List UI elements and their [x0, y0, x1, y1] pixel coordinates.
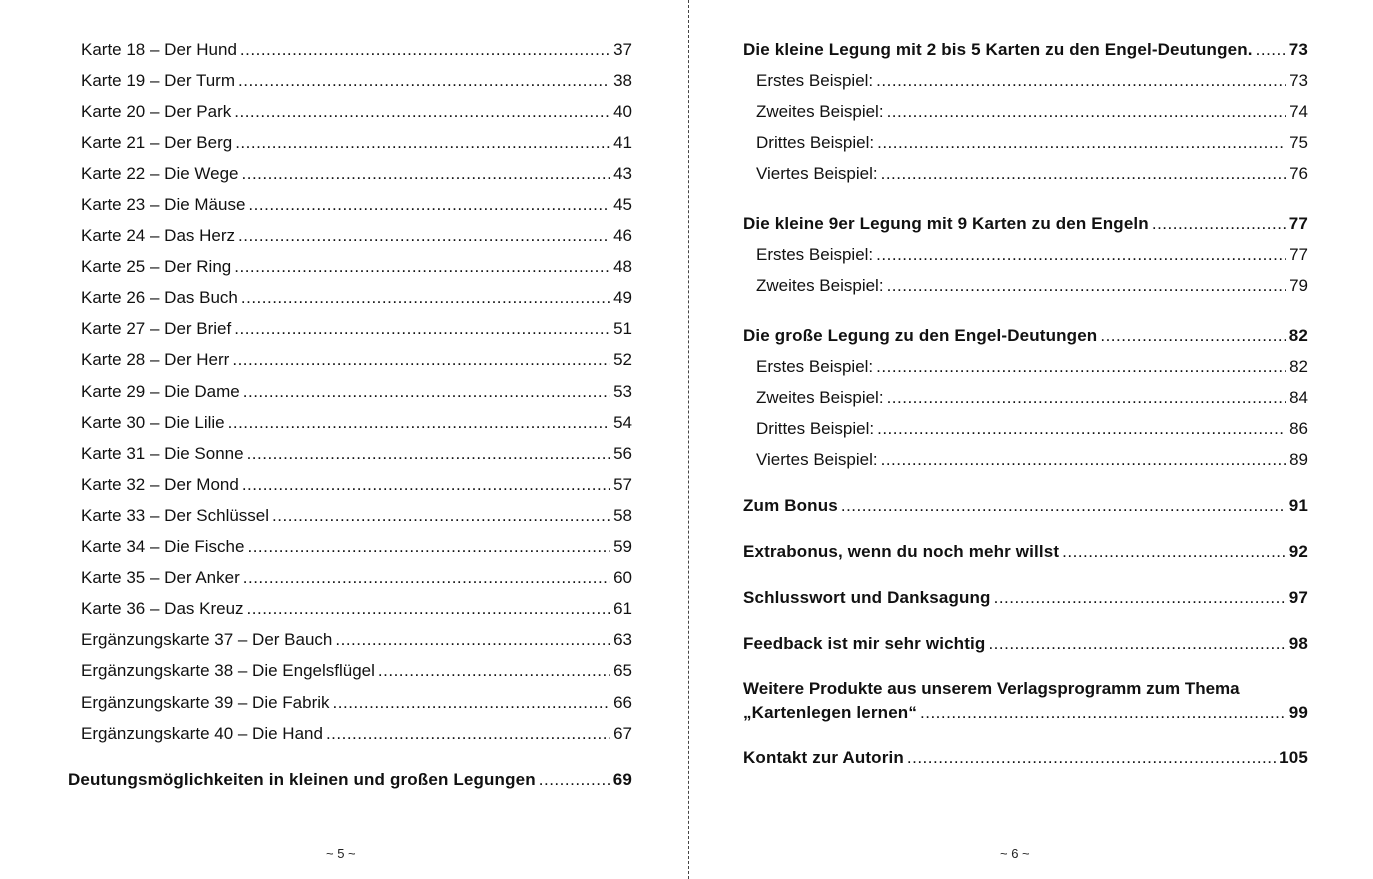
- toc-entry-page: 60: [613, 568, 632, 588]
- toc-right: [743, 34, 1308, 769]
- toc-leader-dots: [378, 660, 610, 682]
- toc-entry[interactable]: [68, 718, 632, 749]
- toc-entry-title: Karte 28 – Der Herr: [81, 350, 230, 370]
- toc-subentry[interactable]: [743, 352, 1308, 383]
- toc-entry-title: Karte 26 – Das Buch: [81, 288, 238, 308]
- toc-leader-dots: [881, 163, 1286, 185]
- toc-entry[interactable]: [68, 65, 632, 96]
- toc-entry-page: 97: [1288, 587, 1308, 607]
- page-number: ~ 6 ~: [1000, 846, 1030, 861]
- toc-entry-title: Karte 35 – Der Anker: [81, 568, 240, 588]
- toc-section[interactable]: [743, 34, 1308, 65]
- toc-leader-dots: [234, 318, 610, 340]
- toc-entry-title: Ergänzungskarte 39 – Die Fabrik: [81, 692, 330, 712]
- toc-left: [68, 34, 632, 791]
- toc-entry[interactable]: [68, 407, 632, 438]
- toc-entry-page: 61: [613, 599, 632, 619]
- toc-entry-title: Karte 31 – Die Sonne: [81, 443, 244, 463]
- toc-entry-title: Zum Bonus: [743, 495, 838, 515]
- toc-entry-page: 45: [613, 195, 632, 215]
- toc-entry[interactable]: [68, 625, 632, 656]
- toc-entry-page: 37: [613, 39, 632, 59]
- toc-section-kontakt[interactable]: [743, 747, 1308, 769]
- toc-leader-dots: [887, 101, 1287, 123]
- toc-entry-title: Drittes Beispiel:: [756, 132, 875, 152]
- toc-leader-dots: [841, 495, 1286, 517]
- toc-entry[interactable]: [68, 283, 632, 314]
- toc-leader-dots: [877, 132, 1286, 154]
- toc-entry-title: Karte 34 – Die Fische: [81, 537, 245, 557]
- toc-leader-dots: [887, 387, 1287, 409]
- toc-entry-page: 74: [1289, 101, 1308, 121]
- toc-entry[interactable]: [68, 500, 632, 531]
- toc-entry-page: 77: [1289, 244, 1308, 264]
- toc-leader-dots: [876, 356, 1286, 378]
- toc-entry-page: 38: [613, 70, 632, 90]
- toc-entry-title-line1: Weitere Produkte aus unserem Verlagsprogramm zum Thema: [743, 678, 1240, 698]
- toc-leader-dots: [242, 474, 610, 496]
- toc-entry-page: 75: [1289, 132, 1308, 152]
- toc-section-group: [743, 208, 1308, 301]
- toc-leader-dots: [240, 39, 610, 61]
- toc-entry-title: Zweites Beispiel:: [756, 101, 884, 121]
- toc-entry-page: 86: [1289, 419, 1308, 439]
- toc-entry-title: Viertes Beispiel:: [756, 450, 878, 470]
- toc-entry-page: 77: [1288, 213, 1308, 233]
- toc-section-weitere-produkte[interactable]: [743, 677, 1308, 725]
- toc-entry-page: 51: [613, 319, 632, 339]
- toc-leader-dots: [988, 633, 1285, 655]
- toc-subentry[interactable]: [743, 270, 1308, 301]
- toc-leader-dots: [242, 163, 611, 185]
- toc-leader-dots: [333, 692, 611, 714]
- toc-leader-dots: [1152, 213, 1286, 235]
- toc-entry-page: 49: [613, 288, 632, 308]
- toc-subentry[interactable]: [743, 96, 1308, 127]
- toc-entry-title: Drittes Beispiel:: [756, 419, 875, 439]
- toc-subentry[interactable]: [743, 445, 1308, 476]
- toc-entry-page: 79: [1289, 276, 1308, 296]
- toc-entry-page: 98: [1288, 633, 1308, 653]
- toc-entry-title: Die kleine Legung mit 2 bis 5 Karten zu den Engel-Deutungen.: [743, 39, 1253, 59]
- toc-leader-dots: [539, 769, 610, 791]
- toc-entry-page: 73: [1289, 70, 1308, 90]
- toc-leader-dots: [248, 194, 610, 216]
- toc-entry-page: 65: [613, 661, 632, 681]
- toc-entry-title-line2: „Kartenlegen lernen“: [743, 702, 917, 722]
- toc-section-schlusswort[interactable]: [743, 587, 1308, 609]
- toc-entry-title: Schlusswort und Danksagung: [743, 587, 991, 607]
- toc-leader-dots: [243, 381, 610, 403]
- toc-entry-page: 82: [1289, 357, 1308, 377]
- toc-entry-page: 48: [613, 257, 632, 277]
- toc-entry-title: Karte 30 – Die Lilie: [81, 412, 225, 432]
- toc-entry-title: Viertes Beispiel:: [756, 163, 878, 183]
- toc-entry[interactable]: [68, 252, 632, 283]
- toc-entry[interactable]: [68, 563, 632, 594]
- toc-entry[interactable]: [68, 594, 632, 625]
- toc-leader-dots: [326, 723, 610, 745]
- toc-subentry[interactable]: [743, 65, 1308, 96]
- toc-entry[interactable]: [68, 469, 632, 500]
- toc-entry-page: 46: [613, 226, 632, 246]
- toc-leader-dots: [238, 225, 610, 247]
- toc-leader-dots: [877, 418, 1286, 440]
- toc-entry[interactable]: [68, 189, 632, 220]
- toc-entry-title: Ergänzungskarte 40 – Die Hand: [81, 723, 323, 743]
- toc-leader-dots: [241, 287, 610, 309]
- toc-section[interactable]: [743, 208, 1308, 239]
- toc-entry-title: Die große Legung zu den Engel-Deutungen: [743, 326, 1098, 346]
- toc-entry-title: Ergänzungskarte 38 – Die Engelsflügel: [81, 661, 375, 681]
- toc-subentry[interactable]: [743, 127, 1308, 158]
- toc-leader-dots: [994, 587, 1286, 609]
- toc-leader-dots: [1062, 541, 1286, 563]
- toc-entry-title: Zweites Beispiel:: [756, 388, 884, 408]
- toc-entry-title: Zweites Beispiel:: [756, 276, 884, 296]
- toc-entry-title: Karte 32 – Der Mond: [81, 474, 239, 494]
- toc-entry[interactable]: [68, 34, 632, 65]
- toc-section-deutungsmoeglichkeiten[interactable]: [68, 769, 632, 791]
- toc-entry[interactable]: [68, 314, 632, 345]
- toc-leader-dots: [876, 244, 1286, 266]
- toc-entry-title: Karte 21 – Der Berg: [81, 132, 233, 152]
- toc-section-group: [743, 34, 1308, 189]
- toc-leader-dots: [920, 701, 1286, 725]
- toc-entry-page: 41: [613, 132, 632, 152]
- toc-subentry[interactable]: [743, 239, 1308, 270]
- toc-subentry[interactable]: [743, 383, 1308, 414]
- toc-entry-page: 66: [613, 692, 632, 712]
- toc-leader-dots: [1256, 39, 1286, 61]
- toc-entry[interactable]: [68, 345, 632, 376]
- toc-entry-page: 59: [613, 537, 632, 557]
- toc-leader-dots: [881, 449, 1286, 471]
- toc-entry-page: 52: [613, 350, 632, 370]
- toc-leader-dots: [1100, 325, 1285, 347]
- toc-leader-dots: [234, 101, 610, 123]
- toc-entry-title: Erstes Beispiel:: [756, 244, 874, 264]
- toc-entry-title: Karte 33 – Der Schlüssel: [81, 505, 270, 525]
- toc-entry-title: Karte 36 – Das Kreuz: [81, 599, 244, 619]
- toc-entry-page: 92: [1288, 541, 1308, 561]
- toc-leader-dots: [876, 70, 1286, 92]
- toc-entry-title: Feedback ist mir sehr wichtig: [743, 633, 986, 653]
- toc-leader-dots: [243, 567, 610, 589]
- toc-entry-page: 53: [613, 381, 632, 401]
- toc-entry-page: 57: [613, 474, 632, 494]
- toc-entry-page: 69: [612, 770, 632, 790]
- toc-entry-title: Erstes Beispiel:: [756, 357, 874, 377]
- toc-entry-page: 54: [613, 412, 632, 432]
- toc-leader-dots: [247, 598, 611, 620]
- toc-leader-dots: [232, 349, 610, 371]
- toc-entry-page: 84: [1289, 388, 1308, 408]
- toc-entry-title: Karte 25 – Der Ring: [81, 257, 232, 277]
- toc-subentry[interactable]: [743, 414, 1308, 445]
- toc-section-zum-bonus[interactable]: [743, 495, 1308, 517]
- toc-entry-title: Karte 24 – Das Herz: [81, 226, 236, 246]
- toc-entry-title: Karte 23 – Die Mäuse: [81, 195, 246, 215]
- toc-entry-title: Karte 27 – Der Brief: [81, 319, 232, 339]
- toc-entry-page: 67: [613, 723, 632, 743]
- toc-leader-dots: [272, 505, 610, 527]
- toc-entry-title: Erstes Beispiel:: [756, 70, 874, 90]
- toc-entry-page: 105: [1279, 747, 1308, 767]
- toc-entry-title: Karte 19 – Der Turm: [81, 70, 236, 90]
- toc-section-extrabonus[interactable]: [743, 541, 1308, 563]
- toc-leader-dots: [247, 443, 611, 465]
- toc-entry-page: 63: [613, 630, 632, 650]
- toc-leader-dots: [228, 412, 610, 434]
- toc-entry-title: Karte 29 – Die Dame: [81, 381, 240, 401]
- toc-entry-title: Karte 18 – Der Hund: [81, 39, 237, 59]
- toc-leader-dots: [887, 275, 1287, 297]
- toc-subentry[interactable]: [743, 158, 1308, 189]
- toc-entry-title: Karte 20 – Der Park: [81, 101, 232, 121]
- toc-section-group: [743, 321, 1308, 476]
- toc-entry[interactable]: [68, 376, 632, 407]
- toc-entry-page: 99: [1288, 702, 1308, 722]
- toc-entry[interactable]: [68, 532, 632, 563]
- toc-entry[interactable]: [68, 656, 632, 687]
- toc-leader-dots: [235, 132, 610, 154]
- toc-entry-title: Extrabonus, wenn du noch mehr willst: [743, 541, 1060, 561]
- page-number: ~ 5 ~: [326, 846, 356, 861]
- toc-section-feedback[interactable]: [743, 633, 1308, 655]
- toc-leader-dots: [238, 70, 610, 92]
- toc-entry-page: 82: [1288, 326, 1308, 346]
- toc-entry-title: Deutungsmöglichkeiten in kleinen und großen Legungen: [68, 770, 536, 790]
- toc-entry-title: Ergänzungskarte 37 – Der Bauch: [81, 630, 333, 650]
- toc-entry-page: 40: [613, 101, 632, 121]
- toc-entry-page: 56: [613, 443, 632, 463]
- toc-entry-page: 89: [1289, 450, 1308, 470]
- toc-entry-title: Die kleine 9er Legung mit 9 Karten zu den Engeln: [743, 213, 1149, 233]
- toc-entry-title: Karte 22 – Die Wege: [81, 163, 239, 183]
- page-divider: [688, 0, 689, 879]
- toc-leader-dots: [335, 629, 610, 651]
- toc-entry[interactable]: [68, 687, 632, 718]
- toc-entry[interactable]: [68, 438, 632, 469]
- toc-entry-title: Kontakt zur Autorin: [743, 747, 904, 767]
- toc-leader-dots: [234, 256, 610, 278]
- right-page: [690, 0, 1373, 879]
- toc-entry-page: 58: [613, 505, 632, 525]
- toc-leader-dots: [907, 747, 1276, 769]
- toc-section[interactable]: [743, 321, 1308, 352]
- toc-leader-dots: [247, 536, 610, 558]
- toc-entry[interactable]: [68, 221, 632, 252]
- toc-entry-page: 76: [1289, 163, 1308, 183]
- toc-entry-page: 91: [1288, 495, 1308, 515]
- toc-entry[interactable]: [68, 127, 632, 158]
- toc-entry-page: 73: [1288, 39, 1308, 59]
- toc-entry[interactable]: [68, 96, 632, 127]
- toc-entry[interactable]: [68, 158, 632, 189]
- toc-entry-page: 43: [613, 163, 632, 183]
